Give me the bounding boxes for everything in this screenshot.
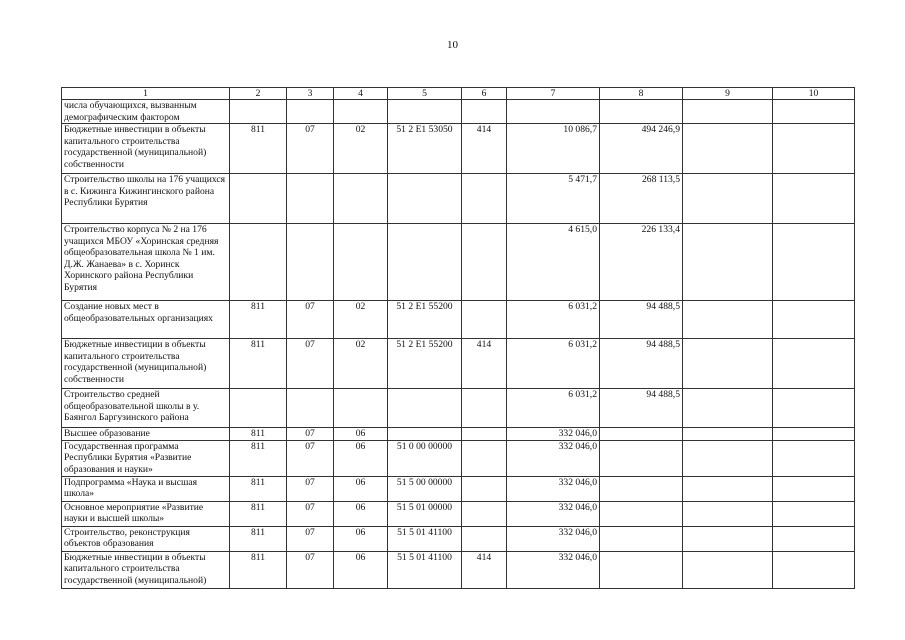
cell-col-7: 332 046,0	[507, 428, 600, 441]
cell-col-10	[773, 428, 855, 441]
row-name-cell: Строительство средней общеобразовательной школы в у. Баянгол Баргузинского района	[62, 389, 230, 428]
cell-col-5	[388, 174, 462, 224]
cell-col-6	[462, 440, 507, 476]
cell-col-5	[388, 224, 462, 301]
column-header-6: 6	[462, 88, 507, 100]
cell-col-8: 94 488,5	[600, 301, 683, 339]
cell-col-3	[287, 224, 334, 301]
cell-col-3: 07	[287, 428, 334, 441]
cell-col-8: 94 488,5	[600, 339, 683, 389]
cell-col-6: 414	[462, 124, 507, 174]
row-name-cell: числа обучающихся, вызванным демографическим фактором	[62, 100, 230, 124]
cell-col-10	[773, 551, 855, 588]
cell-col-8: 94 488,5	[600, 389, 683, 428]
column-header-2: 2	[230, 88, 287, 100]
cell-col-4: 02	[334, 301, 388, 339]
cell-col-2: 811	[230, 301, 287, 339]
cell-col-2	[230, 224, 287, 301]
row-name-cell: Основное мероприятие «Развитие науки и высшей школы»	[62, 501, 230, 526]
cell-col-7: 5 471,7	[507, 174, 600, 224]
cell-col-9	[683, 339, 773, 389]
table-row	[62, 224, 855, 301]
row-name-cell: Подпрограмма «Наука и высшая школа»	[62, 476, 230, 501]
row-name-cell: Бюджетные инвестиции в объекты капитального строительства государственной (муниципальной) собственности	[62, 339, 230, 389]
cell-col-2: 811	[230, 124, 287, 174]
cell-col-2	[230, 389, 287, 428]
cell-col-2	[230, 100, 287, 124]
cell-col-5: 51 5 00 00000	[388, 476, 462, 501]
cell-col-2: 811	[230, 551, 287, 588]
cell-col-3: 07	[287, 526, 334, 551]
table-row	[62, 389, 855, 428]
column-header-7: 7	[507, 88, 600, 100]
cell-col-7: 332 046,0	[507, 551, 600, 588]
page-number: 10	[447, 39, 458, 51]
row-name-cell: Бюджетные инвестиции в объекты капитального строительства государственной (муниципальной)	[62, 551, 230, 588]
table-row	[62, 124, 855, 174]
table-row	[62, 174, 855, 224]
cell-col-9	[683, 224, 773, 301]
cell-col-4: 06	[334, 476, 388, 501]
cell-col-8: 268 113,5	[600, 174, 683, 224]
row-name-cell: Строительство корпуса № 2 на 176 учащихся МБОУ «Хоринская средняя общеобразовательная школа № 1 им. Д.Ж. Жанаева» в с. Хоринск Хоринского района Республики Бурятия	[62, 224, 230, 301]
cell-col-3	[287, 174, 334, 224]
row-name-cell: Создание новых мест в общеобразовательных организациях	[62, 301, 230, 339]
budget-table	[61, 87, 855, 589]
table-body	[62, 100, 855, 589]
cell-col-8	[600, 551, 683, 588]
cell-col-9	[683, 440, 773, 476]
cell-col-3: 07	[287, 124, 334, 174]
cell-col-6	[462, 174, 507, 224]
cell-col-10	[773, 501, 855, 526]
cell-col-9	[683, 100, 773, 124]
cell-col-2: 811	[230, 501, 287, 526]
cell-col-3	[287, 389, 334, 428]
cell-col-6: 414	[462, 339, 507, 389]
cell-col-7: 4 615,0	[507, 224, 600, 301]
cell-col-3: 07	[287, 476, 334, 501]
cell-col-6	[462, 501, 507, 526]
column-header-1: 1	[62, 88, 230, 100]
cell-col-5: 51 0 00 00000	[388, 440, 462, 476]
cell-col-8: 226 133,4	[600, 224, 683, 301]
cell-col-4	[334, 389, 388, 428]
cell-col-9	[683, 301, 773, 339]
column-header-9: 9	[683, 88, 773, 100]
column-header-4: 4	[334, 88, 388, 100]
cell-col-5: 51 5 01 41100	[388, 526, 462, 551]
table-row	[62, 551, 855, 588]
cell-col-4: 06	[334, 551, 388, 588]
table-row	[62, 501, 855, 526]
cell-col-10	[773, 476, 855, 501]
cell-col-4: 06	[334, 428, 388, 441]
cell-col-7: 332 046,0	[507, 476, 600, 501]
cell-col-5: 51 2 E1 55200	[388, 301, 462, 339]
cell-col-5: 51 5 01 41100	[388, 551, 462, 588]
row-name-cell: Государственная программа Республики Бурятия «Развитие образования и науки»	[62, 440, 230, 476]
cell-col-8	[600, 526, 683, 551]
cell-col-6	[462, 301, 507, 339]
cell-col-7: 6 031,2	[507, 339, 600, 389]
cell-col-3	[287, 100, 334, 124]
cell-col-4: 02	[334, 124, 388, 174]
cell-col-5: 51 2 E1 53050	[388, 124, 462, 174]
cell-col-8: 494 246,9	[600, 124, 683, 174]
table-row	[62, 428, 855, 441]
cell-col-7: 6 031,2	[507, 389, 600, 428]
cell-col-7: 6 031,2	[507, 301, 600, 339]
cell-col-10	[773, 339, 855, 389]
table-row	[62, 440, 855, 476]
cell-col-2: 811	[230, 440, 287, 476]
table-row	[62, 100, 855, 124]
cell-col-4	[334, 224, 388, 301]
cell-col-6	[462, 389, 507, 428]
cell-col-7	[507, 100, 600, 124]
cell-col-2: 811	[230, 339, 287, 389]
cell-col-5	[388, 428, 462, 441]
row-name-cell: Высшее образование	[62, 428, 230, 441]
table-row	[62, 301, 855, 339]
table-row	[62, 339, 855, 389]
cell-col-7: 332 046,0	[507, 501, 600, 526]
cell-col-4: 06	[334, 440, 388, 476]
cell-col-6	[462, 100, 507, 124]
cell-col-9	[683, 501, 773, 526]
column-header-3: 3	[287, 88, 334, 100]
table-row	[62, 476, 855, 501]
cell-col-8	[600, 501, 683, 526]
cell-col-2: 811	[230, 476, 287, 501]
cell-col-4: 06	[334, 501, 388, 526]
cell-col-5	[388, 100, 462, 124]
cell-col-9	[683, 551, 773, 588]
cell-col-9	[683, 174, 773, 224]
cell-col-10	[773, 100, 855, 124]
cell-col-5: 51 5 01 00000	[388, 501, 462, 526]
cell-col-6: 414	[462, 551, 507, 588]
cell-col-8	[600, 476, 683, 501]
cell-col-7: 332 046,0	[507, 440, 600, 476]
row-name-cell: Строительство, реконструкция объектов образования	[62, 526, 230, 551]
cell-col-4: 02	[334, 339, 388, 389]
cell-col-2: 811	[230, 526, 287, 551]
cell-col-3: 07	[287, 551, 334, 588]
cell-col-10	[773, 124, 855, 174]
cell-col-9	[683, 389, 773, 428]
cell-col-6	[462, 526, 507, 551]
row-name-cell: Бюджетные инвестиции в объекты капитального строительства государственной (муниципальной) собственности	[62, 124, 230, 174]
cell-col-9	[683, 476, 773, 501]
cell-col-10	[773, 389, 855, 428]
cell-col-10	[773, 224, 855, 301]
cell-col-10	[773, 174, 855, 224]
cell-col-2	[230, 174, 287, 224]
cell-col-3: 07	[287, 501, 334, 526]
header-row	[62, 88, 855, 100]
cell-col-5	[388, 389, 462, 428]
cell-col-10	[773, 526, 855, 551]
cell-col-3: 07	[287, 301, 334, 339]
column-header-8: 8	[600, 88, 683, 100]
column-header-5: 5	[388, 88, 462, 100]
cell-col-8	[600, 440, 683, 476]
cell-col-9	[683, 428, 773, 441]
cell-col-6	[462, 476, 507, 501]
cell-col-9	[683, 526, 773, 551]
cell-col-4	[334, 100, 388, 124]
cell-col-8	[600, 100, 683, 124]
row-name-cell: Строительство школы на 176 учащихся в с. Кижинга Кижингинского района Республики Бурятия	[62, 174, 230, 224]
cell-col-2: 811	[230, 428, 287, 441]
cell-col-9	[683, 124, 773, 174]
column-header-10: 10	[773, 88, 855, 100]
table-row	[62, 526, 855, 551]
cell-col-4: 06	[334, 526, 388, 551]
cell-col-10	[773, 440, 855, 476]
cell-col-3: 07	[287, 339, 334, 389]
cell-col-6	[462, 428, 507, 441]
cell-col-7: 332 046,0	[507, 526, 600, 551]
cell-col-8	[600, 428, 683, 441]
cell-col-10	[773, 301, 855, 339]
cell-col-3: 07	[287, 440, 334, 476]
cell-col-6	[462, 224, 507, 301]
cell-col-7: 10 086,7	[507, 124, 600, 174]
cell-col-4	[334, 174, 388, 224]
cell-col-5: 51 2 E1 55200	[388, 339, 462, 389]
